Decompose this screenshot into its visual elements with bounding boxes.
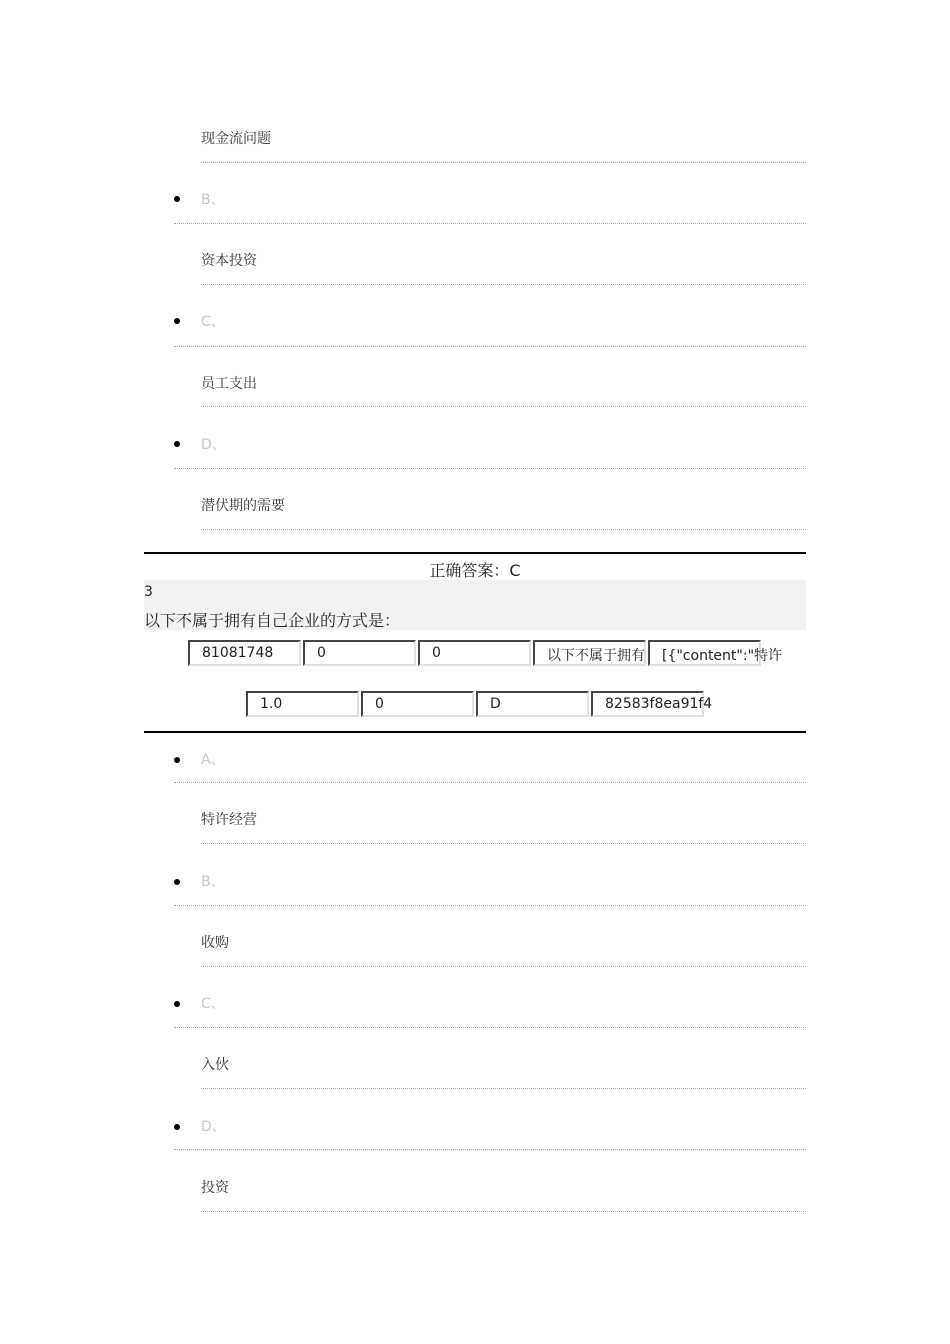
divider bbox=[201, 529, 806, 530]
option-d-letter[interactable]: D、 bbox=[201, 437, 226, 453]
divider bbox=[174, 468, 806, 469]
option-b-text: 资本投资 bbox=[201, 253, 257, 269]
section-rule bbox=[144, 731, 806, 733]
divider bbox=[174, 1149, 806, 1150]
option-c-text: 入伙 bbox=[201, 1057, 229, 1073]
bullet-icon bbox=[174, 1001, 180, 1007]
divider bbox=[201, 162, 806, 163]
option-a-text: 现金流问题 bbox=[201, 131, 271, 147]
bullet-icon bbox=[174, 318, 180, 324]
bullet-icon bbox=[174, 879, 180, 885]
correct-answer: 正确答案：C bbox=[429, 561, 521, 580]
divider bbox=[201, 966, 806, 967]
question-text: 以下不属于拥有自己企业的方式是： bbox=[144, 611, 401, 630]
field-cell[interactable]: 81081748 bbox=[188, 640, 301, 666]
divider bbox=[201, 1211, 806, 1212]
divider bbox=[201, 284, 806, 285]
section-rule bbox=[144, 552, 806, 554]
option-d-text: 投资 bbox=[201, 1180, 229, 1196]
bullet-icon bbox=[174, 441, 180, 447]
divider bbox=[201, 406, 806, 407]
field-cell[interactable]: 82583f8ea91f4 bbox=[591, 691, 704, 717]
bullet-icon bbox=[174, 757, 180, 763]
field-cell[interactable]: [{"content":"特许 bbox=[648, 640, 761, 666]
option-b-letter[interactable]: B、 bbox=[201, 874, 225, 890]
divider bbox=[174, 223, 806, 224]
divider bbox=[201, 1088, 806, 1089]
option-b-letter[interactable]: B、 bbox=[201, 192, 225, 208]
question-number: 3 bbox=[144, 584, 153, 600]
bullet-icon bbox=[174, 1124, 180, 1130]
field-cell[interactable]: D bbox=[476, 691, 589, 717]
divider bbox=[201, 843, 806, 844]
option-c-text: 员工支出 bbox=[201, 376, 257, 392]
divider bbox=[174, 905, 806, 906]
field-cell[interactable]: 1.0 bbox=[246, 691, 359, 717]
option-c-letter[interactable]: C、 bbox=[201, 314, 225, 330]
divider bbox=[174, 782, 806, 783]
field-cell[interactable]: 0 bbox=[361, 691, 474, 717]
option-a-text: 特许经营 bbox=[201, 812, 257, 828]
divider bbox=[174, 1027, 806, 1028]
option-c-letter[interactable]: C、 bbox=[201, 996, 225, 1012]
divider bbox=[174, 346, 806, 347]
field-cell[interactable]: 0 bbox=[418, 640, 531, 666]
question-header bbox=[144, 580, 806, 630]
field-cell[interactable]: 0 bbox=[303, 640, 416, 666]
option-d-letter[interactable]: D、 bbox=[201, 1119, 226, 1135]
option-a-letter[interactable]: A、 bbox=[201, 752, 225, 768]
bullet-icon bbox=[174, 196, 180, 202]
option-b-text: 收购 bbox=[201, 935, 229, 951]
field-cell[interactable]: 以下不属于拥有 bbox=[533, 640, 646, 666]
option-d-text: 潜伏期的需要 bbox=[201, 498, 285, 514]
